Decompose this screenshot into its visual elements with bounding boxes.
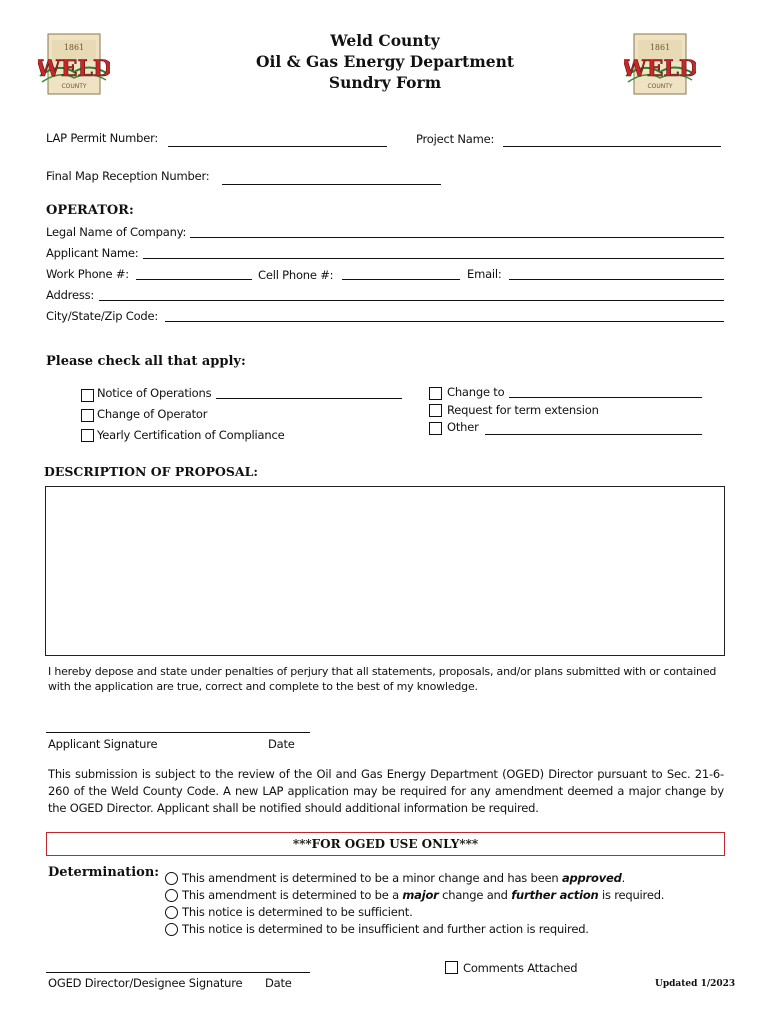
city-state-zip-label: City/State/Zip Code: [46,309,159,323]
lap-permit-field[interactable] [168,146,387,147]
logo-sub: COUNTY [647,83,673,90]
project-name-label: Project Name: [416,132,495,146]
check-heading: Please check all that apply: [46,354,246,369]
logo-text: WELD [624,56,696,82]
final-map-label: Final Map Reception Number: [46,169,210,183]
other-checkbox[interactable] [429,422,442,435]
director-signature-label: OGED Director/Designee Signature [48,976,243,990]
cell-phone-field[interactable] [342,279,460,280]
project-name-field[interactable] [503,146,721,147]
oged-use-only-banner: ***FOR OGED USE ONLY*** [46,832,725,856]
logo-year: 1861 [63,43,85,52]
determination-sufficient-label: This notice is determined to be sufficient. [182,905,413,919]
change-operator-label: Change of Operator [97,407,208,421]
address-label: Address: [46,288,95,302]
yearly-cert-checkbox[interactable] [81,429,94,442]
determination-label: Determination: [48,865,160,880]
determination-major-label: This amendment is determined to be a major change and further action is required. [182,888,665,902]
final-map-field[interactable] [222,184,441,185]
determination-insufficient-radio[interactable] [165,923,178,936]
applicant-signature-label: Applicant Signature [48,737,158,751]
cell-phone-label: Cell Phone #: [258,268,334,282]
email-field[interactable] [509,279,724,280]
applicant-date-label: Date [268,737,295,751]
logo-year: 1861 [649,43,671,52]
term-extension-checkbox[interactable] [429,404,442,417]
notice-ops-label: Notice of Operations [97,386,212,400]
change-to-checkbox[interactable] [429,387,442,400]
logo-text: WELD [38,56,110,82]
updated-note: Updated 1/2023 [655,979,736,989]
description-heading: DESCRIPTION OF PROPOSAL: [44,464,259,479]
director-date-label: Date [265,976,292,990]
change-to-label: Change to [447,385,505,399]
description-textarea[interactable] [45,486,725,656]
determination-sufficient-radio[interactable] [165,906,178,919]
work-phone-label: Work Phone #: [46,267,129,281]
legal-name-field[interactable] [190,237,724,238]
determination-insufficient-label: This notice is determined to be insufficient and further action is required. [182,922,589,936]
applicant-signature-field[interactable] [46,732,310,733]
operator-heading: OPERATOR: [46,203,134,218]
director-signature-field[interactable] [46,972,310,973]
applicant-name-label: Applicant Name: [46,246,139,260]
other-field[interactable] [485,434,702,435]
address-field[interactable] [99,300,724,301]
title-line-2: Oil & Gas Energy Department [255,52,515,71]
change-operator-checkbox[interactable] [81,409,94,422]
form-header [0,30,770,93]
work-phone-field[interactable] [136,279,252,280]
other-label: Other [447,420,479,434]
notice-ops-checkbox[interactable] [81,389,94,402]
determination-major-radio[interactable] [165,889,178,902]
yearly-cert-label: Yearly Certification of Compliance [97,428,285,442]
notice-ops-field[interactable] [216,398,402,399]
title-line-1: Weld County [330,31,440,50]
comments-attached-checkbox[interactable] [445,961,458,974]
depose-statement: I hereby depose and state under penalties of perjury that all statements, proposals, and/or plans submitted with or contained with the application are true, correct and complete to the best of my knowledge. [48,665,717,693]
logo-sub: COUNTY [61,83,87,90]
determination-approved-radio[interactable] [165,872,178,885]
legal-name-label: Legal Name of Company: [46,225,187,239]
comments-attached-label: Comments Attached [463,961,578,975]
term-extension-label: Request for term extension [447,403,599,417]
applicant-name-field[interactable] [143,258,724,259]
lap-permit-label: LAP Permit Number: [46,131,159,145]
change-to-field[interactable] [509,397,702,398]
city-state-zip-field[interactable] [165,321,724,322]
determination-approved-label: This amendment is determined to be a minor change and has been approved. [182,871,626,885]
email-label: Email: [467,267,502,281]
submission-statement: This submission is subject to the review of the Oil and Gas Energy Department (OGED) Director pursuant to Sec. 21-6-260 of the Weld County Code. A new LAP application may be required for any amendment deemed a major change by the OGED Director. Applicant shall be notified should additional information be required. [48,767,724,815]
title-line-3: Sundry Form [328,73,442,92]
